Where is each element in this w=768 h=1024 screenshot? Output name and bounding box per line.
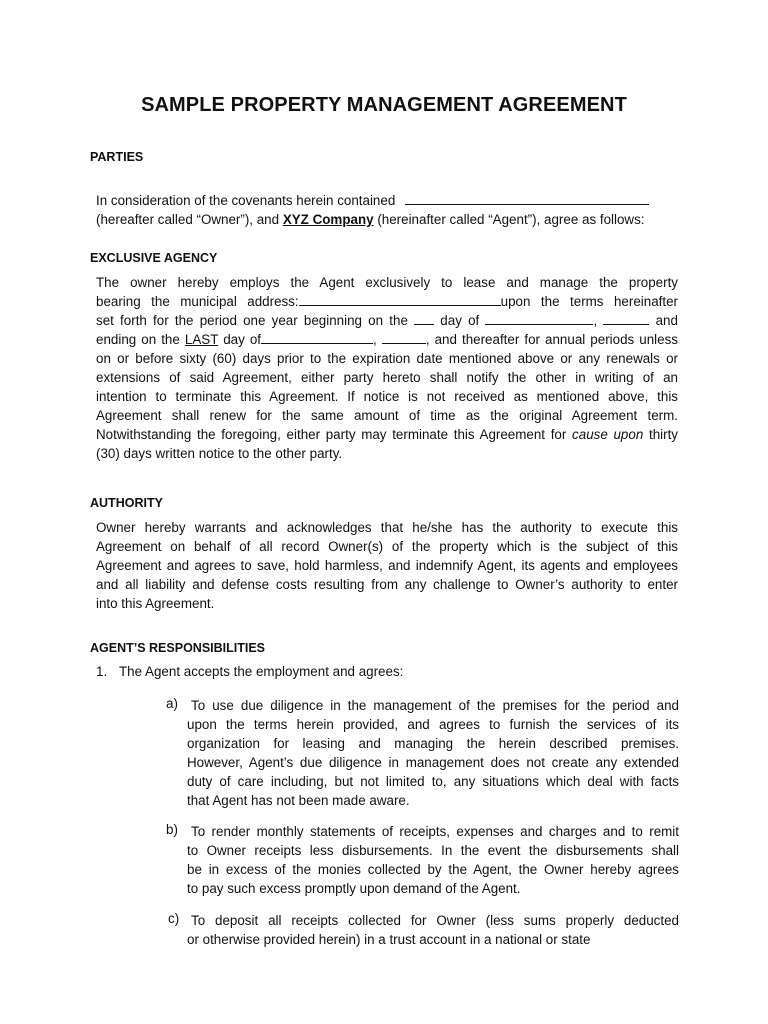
start-month-blank[interactable] <box>485 312 593 325</box>
item-b-letter: b) <box>166 822 178 837</box>
end-month-blank[interactable] <box>261 331 373 344</box>
ea-line-4: ending on the LAST day of , , and thereafter for annual periods unless <box>96 332 678 347</box>
exclusive-agency-paragraph <box>96 273 678 463</box>
responsibilities-heading: AGENT’S RESPONSIBILITIES <box>90 641 266 655</box>
ea-line-1: The owner hereby employs the Agent exclusively to lease and manage the property <box>96 275 678 290</box>
auth-line-1: Owner hereby warrants and acknowledges that he/she has the authority to execute this <box>96 520 678 535</box>
ea-line-2: bearing the municipal address: upon the terms hereinafter <box>96 294 678 309</box>
exclusive-agency-heading: EXCLUSIVE AGENCY <box>90 251 218 265</box>
ea-line-5: on or before sixty (60) days prior to the expiration date mentioned above or any renewals or <box>96 351 678 366</box>
company-name: XYZ Company <box>282 212 374 227</box>
municipal-address-blank[interactable] <box>299 293 501 306</box>
item-1-text: The Agent accepts the employment and agrees: <box>119 664 404 679</box>
ea-line-7: intention to terminate this Agreement. If notice is not received as mentioned above, this <box>96 389 678 404</box>
ea-line-6: extensions of said Agreement, either party hereto shall notify the other in writing of an <box>96 370 678 385</box>
ea-line-8: Agreement shall renew for the same amount of time as the original Agreement term. <box>96 408 678 423</box>
end-year-blank[interactable] <box>382 331 426 344</box>
item-1-number: 1. <box>96 664 108 679</box>
authority-heading: AUTHORITY <box>90 496 163 510</box>
start-year-blank[interactable] <box>603 312 649 325</box>
start-day-blank[interactable] <box>414 312 434 325</box>
item-a-letter: a) <box>166 696 178 711</box>
item-a-text: To use due diligence in the management of the premises for the period and upon the terms herein provided, and agrees to furnish the services of its organization for leasing and managing the herein described premises. However, Agent’s due diligence in management does not create any extended duty of care including, but not limited to, any situations which deal with facts that Agent has not been made aware. <box>187 698 679 808</box>
auth-line-3: Agreement and agrees to save, hold harmless, and indemnify Agent, its agents and employees <box>96 558 678 573</box>
parties-line-2: (hereafter called “Owner”), and XYZ Company (hereinafter called “Agent”), agree as follows: <box>96 212 645 227</box>
item-c-text: To deposit all receipts collected for Owner (less sums properly deducted or otherwise provided herein) in a trust account in a national or state <box>187 913 679 947</box>
owner-name-blank[interactable] <box>405 192 649 205</box>
parties-heading: PARTIES <box>90 150 144 164</box>
ea-line-3: set forth for the period one year beginning on the day of , and <box>96 313 678 328</box>
parties-line-1: In consideration of the covenants herein contained <box>96 191 678 210</box>
authority-paragraph <box>96 518 678 613</box>
document-title: SAMPLE PROPERTY MANAGEMENT AGREEMENT <box>141 94 627 116</box>
ea-line-9: Notwithstanding the foregoing, either party may terminate this Agreement for cause upon thirty <box>96 427 678 442</box>
item-b-text: To render monthly statements of receipts, expenses and charges and to remit to Owner receipts less disbursements. In the event the disbursements shall be in excess of the monies collected by the Agent, the Owner hereby agrees to pay such excess promptly upon demand of the Agent. <box>187 824 679 896</box>
auth-line-2: Agreement on behalf of all record Owner(s) of the property which is the subject of this <box>96 539 678 554</box>
auth-line-5: into this Agreement. <box>96 596 215 611</box>
item-c-letter: c) <box>168 911 180 926</box>
auth-line-4: and all liability and defense costs resulting from any challenge to Owner’s authority to enter <box>96 577 678 592</box>
ea-line-10: (30) days written notice to the other party. <box>96 446 343 461</box>
parties-paragraph <box>96 191 678 229</box>
